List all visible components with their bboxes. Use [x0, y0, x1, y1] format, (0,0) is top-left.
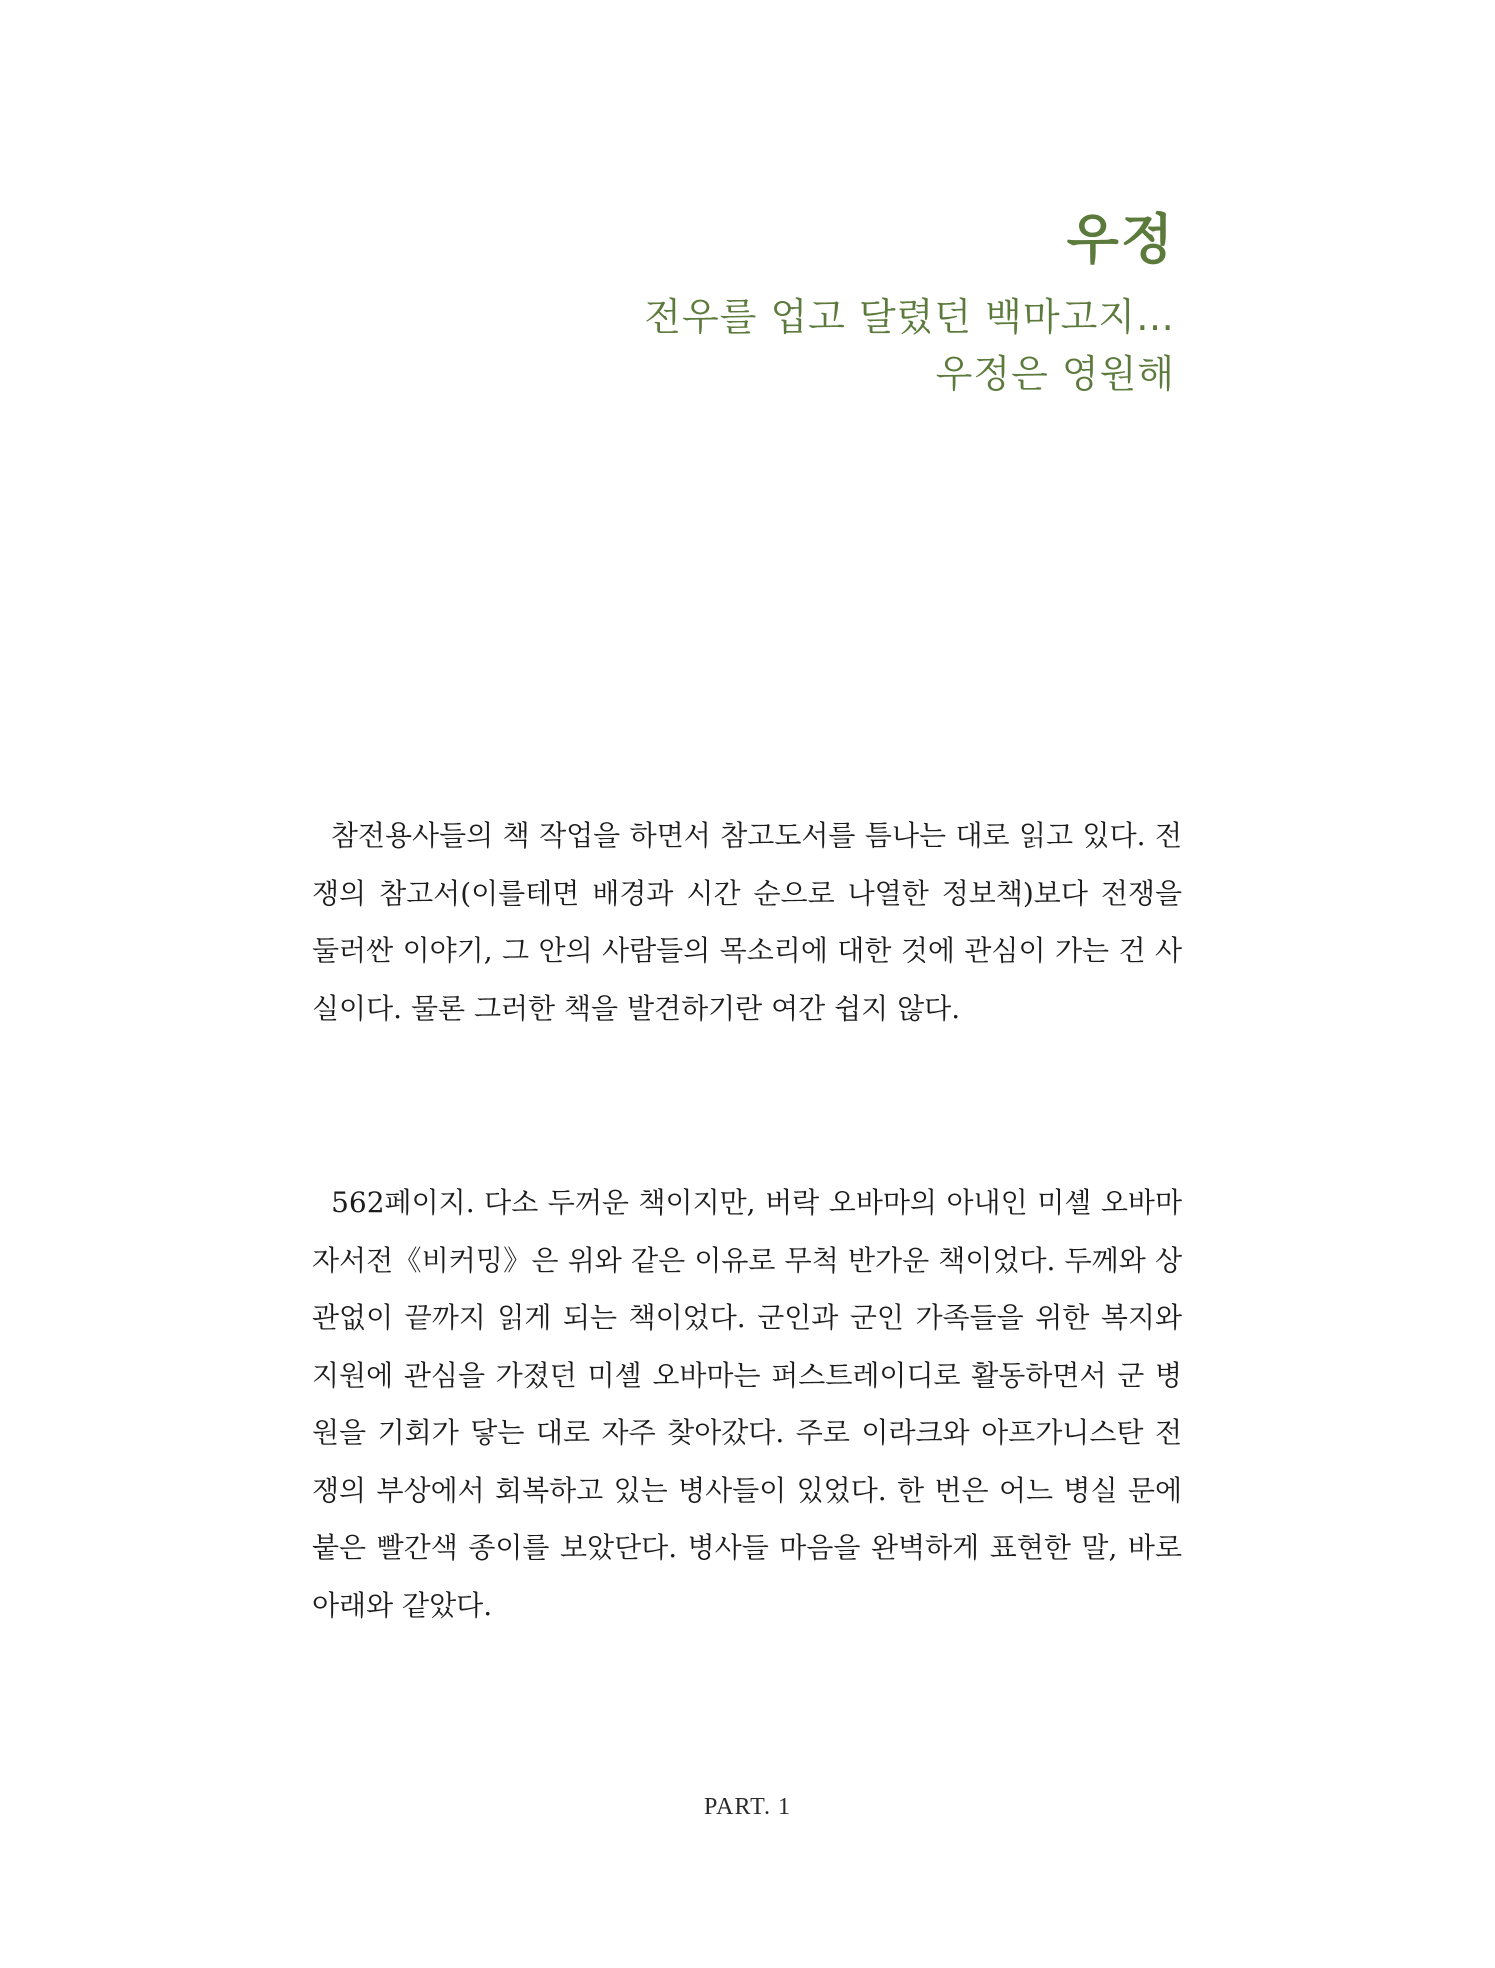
- chapter-heading: [644, 205, 1175, 403]
- page-footer-part-label: PART. 1: [704, 1794, 791, 1820]
- chapter-subtitle-line2: 우정은 영원해: [935, 352, 1175, 396]
- body-paragraph-1: 참전용사들의 책 작업을 하면서 참고도서를 틈나는 대로 읽고 있다. 전쟁의 참고서(이를테면 배경과 시간 순으로 나열한 정보책)보다 전쟁을 둘러싼 이야기, 그 안의 사람들의 목소리에 대한 것에 관심이 가는 건 사실이다. 물론 그러한 책을 발견하기란 여간 쉽지 않다.: [312, 819, 1191, 1025]
- chapter-subtitle-line1: 전우를 업고 달렸던 백마고지…: [644, 295, 1175, 339]
- body-paragraph-2: 562페이지. 다소 두꺼운 책이지만, 버락 오바마의 아내인 미셸 오바마 자서전《비커밍》은 위와 같은 이유로 무척 반가운 책이었다. 두께와 상관없이 끝까지 읽게 되는 책이었다. 군인과 군인 가족들을 위한 복지와 지원에 관심을 가졌던 미셸 오바마는 퍼스트레이디로 활동하면서 군 병원을 기회가 닿는 대로 자주 찾아갔다. 주로 이라크와 아프가니스탄 전쟁의 부상에서 회복하고 있는 병사들이 있었다. 한 번은 어느 병실 문에 붙은 빨간색 종이를 보았단다. 병사들 마음을 완벽하게 표현한 말, 바로 아래와 같았다.: [312, 1186, 1191, 1622]
- chapter-title: 우정: [1066, 208, 1175, 271]
